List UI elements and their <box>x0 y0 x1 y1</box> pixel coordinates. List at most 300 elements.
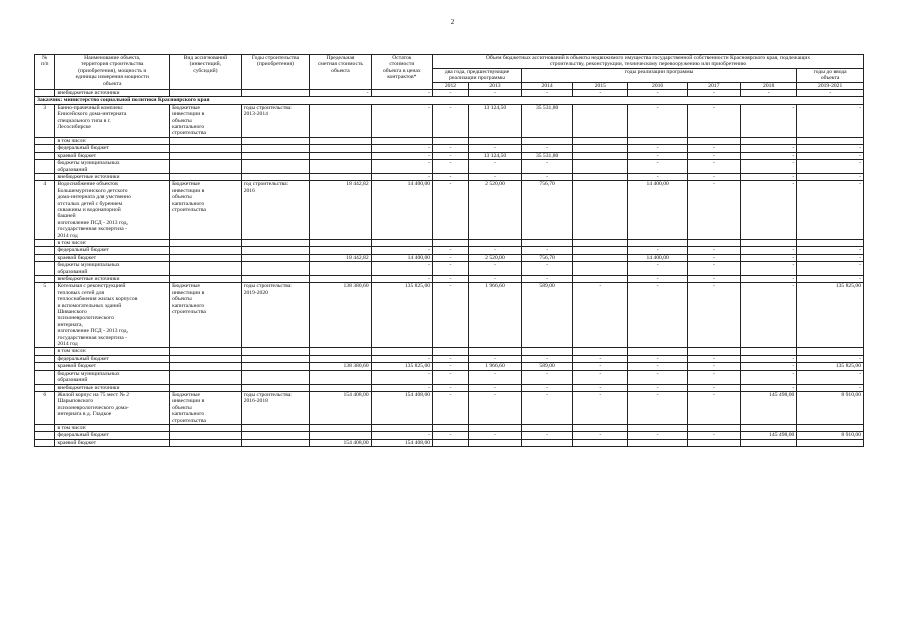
object-name: Жилой корпус на 75 мест № 2 Шарыповского психоневрологического дома- интерната в д. Гладкое <box>55 391 170 424</box>
value-cell: - <box>371 104 432 137</box>
empty-cell <box>35 152 55 159</box>
value-cell: - <box>687 432 740 439</box>
value-cell: 35 531,80 <box>522 104 573 137</box>
value-cell: - <box>433 276 469 283</box>
value-cell <box>310 348 371 355</box>
value-cell: - <box>628 262 687 276</box>
object-name: Банно-прачечный комплекс Енисейского дома-интерната специального типа в г. Лесосибирске <box>55 104 170 137</box>
value-cell <box>522 439 573 446</box>
value-cell: - <box>797 173 864 180</box>
value-cell: 154 408,00 <box>371 391 432 424</box>
header-year: 2015 <box>573 82 628 89</box>
object-row <box>35 391 864 424</box>
empty-cell <box>35 363 55 370</box>
value-cell: - <box>687 391 740 424</box>
value-cell <box>687 439 740 446</box>
empty-cell <box>170 152 242 159</box>
value-cell: - <box>797 247 864 254</box>
value-cell <box>433 348 469 355</box>
value-cell: - <box>573 432 628 439</box>
value-cell: - <box>371 173 432 180</box>
value-cell: - <box>433 173 469 180</box>
value-cell: - <box>741 384 797 391</box>
value-cell: 18 442,82 <box>310 254 371 261</box>
value-cell: - <box>628 152 687 159</box>
empty-cell <box>170 432 242 439</box>
value-cell: 13 124,50 <box>468 104 521 137</box>
value-cell: 14 400,00 <box>628 181 687 240</box>
value-cell: - <box>687 152 740 159</box>
value-cell: - <box>687 363 740 370</box>
value-cell: - <box>371 160 432 174</box>
value-cell: 154 408,00 <box>310 439 371 446</box>
value-cell: - <box>468 370 521 384</box>
value-cell: - <box>628 104 687 137</box>
value-cell <box>310 276 371 283</box>
value-cell: 8 910,00 <box>797 432 864 439</box>
value-cell: - <box>433 355 469 362</box>
empty-cell <box>35 254 55 261</box>
value-cell: - <box>522 370 573 384</box>
value-cell: 13 124,50 <box>468 152 521 159</box>
value-cell: - <box>797 90 864 97</box>
empty-cell <box>241 173 310 180</box>
row-label: в том числе: <box>55 137 170 144</box>
value-cell: - <box>687 90 740 97</box>
empty-cell <box>241 152 310 159</box>
empty-cell <box>241 439 310 446</box>
value-cell <box>741 424 797 431</box>
table-row <box>35 254 864 261</box>
value-cell: - <box>371 262 432 276</box>
value-cell: - <box>687 173 740 180</box>
empty-cell <box>241 239 310 246</box>
value-cell <box>573 181 628 240</box>
value-cell: - <box>741 363 797 370</box>
value-cell: - <box>741 247 797 254</box>
header-cost: Предельная сметная стоимость объекта <box>310 55 371 90</box>
row-label: бюджеты муниципальных образований <box>55 370 170 384</box>
row-label: внебюджетные источники <box>55 173 170 180</box>
value-cell <box>628 348 687 355</box>
row-label: внебюджетные источники <box>55 276 170 283</box>
value-cell: - <box>468 355 521 362</box>
object-name: Котельная с реконструкцией тепловых сетей для теплоснабжения жилых корпусов и вспомогательных зданий Шиванского психоневрологического интерната, изготовление ПСД - 2013 год, государственная экспертиза - 2014 год <box>55 283 170 348</box>
value-cell: 135 825,00 <box>797 283 864 348</box>
header-years: Годы строительства (приобретения) <box>241 55 310 90</box>
value-cell: - <box>522 391 573 424</box>
value-cell: - <box>468 247 521 254</box>
value-cell <box>468 439 521 446</box>
value-cell: - <box>628 90 687 97</box>
object-row <box>35 181 864 240</box>
empty-cell <box>241 355 310 362</box>
value-cell: - <box>371 152 432 159</box>
value-cell: - <box>741 370 797 384</box>
value-cell: - <box>433 160 469 174</box>
value-cell: - <box>687 283 740 348</box>
table-row <box>35 173 864 180</box>
value-cell <box>468 137 521 144</box>
value-cell <box>310 262 371 276</box>
value-cell <box>522 137 573 144</box>
value-cell: - <box>433 370 469 384</box>
value-cell: - <box>741 262 797 276</box>
value-cell: - <box>628 276 687 283</box>
empty-cell <box>35 247 55 254</box>
empty-cell <box>35 384 55 391</box>
value-cell: - <box>687 247 740 254</box>
value-cell <box>628 239 687 246</box>
value-cell <box>687 137 740 144</box>
empty-cell <box>170 145 242 152</box>
table-row <box>35 90 864 97</box>
empty-cell <box>35 276 55 283</box>
value-cell: 135 825,00 <box>797 363 864 370</box>
value-cell <box>522 424 573 431</box>
value-cell: 145 498,00 <box>741 432 797 439</box>
value-cell: - <box>433 363 469 370</box>
value-cell: 138 380,60 <box>310 363 371 370</box>
empty-cell <box>35 348 55 355</box>
value-cell: - <box>797 160 864 174</box>
value-cell: 8 910,00 <box>797 391 864 424</box>
value-cell: 138 380,60 <box>310 283 371 348</box>
header-after: годы до ввода объекта <box>797 68 864 82</box>
value-cell: - <box>522 355 573 362</box>
value-cell: 145 498,00 <box>741 391 797 424</box>
value-cell <box>433 424 469 431</box>
value-cell: - <box>741 276 797 283</box>
value-cell: - <box>522 247 573 254</box>
value-cell: - <box>573 384 628 391</box>
value-cell <box>797 137 864 144</box>
empty-cell <box>170 137 242 144</box>
header-year: 2013 <box>468 82 521 89</box>
value-cell: - <box>797 370 864 384</box>
header-year: 2016 <box>628 82 687 89</box>
value-cell <box>687 348 740 355</box>
value-cell: - <box>797 384 864 391</box>
value-cell: - <box>468 432 521 439</box>
table-row <box>35 439 864 446</box>
value-cell: - <box>433 262 469 276</box>
empty-cell <box>170 262 242 276</box>
value-cell <box>310 239 371 246</box>
empty-cell <box>170 355 242 362</box>
value-cell: - <box>687 370 740 384</box>
empty-cell <box>170 276 242 283</box>
row-label: в том числе: <box>55 239 170 246</box>
value-cell <box>797 439 864 446</box>
value-cell: - <box>433 247 469 254</box>
header-type: Вид ассигнований (инвестиций, субсидий) <box>170 55 242 90</box>
row-label: краевой бюджет <box>55 439 170 446</box>
value-cell <box>628 137 687 144</box>
value-cell <box>310 173 371 180</box>
value-cell <box>310 247 371 254</box>
value-cell: 35 531,80 <box>522 152 573 159</box>
empty-cell <box>241 370 310 384</box>
value-cell: 589,00 <box>522 283 573 348</box>
table-row <box>35 370 864 384</box>
value-cell <box>741 348 797 355</box>
value-cell <box>573 173 628 180</box>
header-pre-years: два года, предшествующие реализации программы <box>433 68 522 82</box>
row-label: внебюджетные источники <box>55 384 170 391</box>
header-year: 2017 <box>687 82 740 89</box>
value-cell: - <box>573 363 628 370</box>
value-cell <box>433 439 469 446</box>
value-cell: - <box>687 254 740 261</box>
empty-cell <box>35 145 55 152</box>
value-cell <box>310 384 371 391</box>
value-cell <box>573 137 628 144</box>
page-number: 2 <box>450 18 455 26</box>
value-cell: - <box>522 145 573 152</box>
value-cell: - <box>628 432 687 439</box>
value-cell: - <box>371 145 432 152</box>
value-cell: - <box>468 145 521 152</box>
section-title: Заказчик: министерство социальной политики Красноярского края <box>35 97 864 104</box>
value-cell: - <box>433 254 469 261</box>
value-cell: - <box>687 384 740 391</box>
row-label: федеральный бюджет <box>55 432 170 439</box>
value-cell: - <box>687 145 740 152</box>
header-year: 2012 <box>433 82 469 89</box>
value-cell: - <box>433 391 469 424</box>
value-cell <box>371 348 432 355</box>
empty-cell <box>170 254 242 261</box>
value-cell: - <box>468 90 521 97</box>
value-cell: - <box>741 254 797 261</box>
value-cell: - <box>741 181 797 240</box>
empty-cell <box>170 173 242 180</box>
value-cell: - <box>573 370 628 384</box>
row-label: внебюджетные источники <box>55 90 170 97</box>
value-cell: - <box>468 384 521 391</box>
empty-cell <box>241 363 310 370</box>
value-cell <box>310 152 371 159</box>
table-row <box>35 160 864 174</box>
value-cell: 154 408,00 <box>371 439 432 446</box>
value-cell <box>797 348 864 355</box>
value-cell: 154 408,00 <box>310 391 371 424</box>
value-cell <box>573 439 628 446</box>
value-cell: 135 825,00 <box>371 283 432 348</box>
empty-cell <box>241 276 310 283</box>
value-cell: - <box>797 262 864 276</box>
row-label: в том числе: <box>55 348 170 355</box>
object-num: 6 <box>35 391 55 424</box>
value-cell <box>433 137 469 144</box>
value-cell <box>522 348 573 355</box>
value-cell <box>371 424 432 431</box>
empty-cell <box>241 160 310 174</box>
value-cell: - <box>741 145 797 152</box>
empty-cell <box>35 160 55 174</box>
row-label: краевой бюджет <box>55 152 170 159</box>
value-cell: - <box>797 276 864 283</box>
table-row <box>35 239 864 246</box>
value-cell: - <box>741 173 797 180</box>
value-cell: - <box>741 152 797 159</box>
empty-cell <box>241 348 310 355</box>
value-cell <box>573 152 628 159</box>
value-cell: 14 400,00 <box>628 254 687 261</box>
empty-cell <box>241 145 310 152</box>
value-cell <box>310 432 371 439</box>
header-year: 2014 <box>522 82 573 89</box>
object-years: годы строительства: 2013-2014 <box>241 104 310 137</box>
row-label: федеральный бюджет <box>55 145 170 152</box>
value-cell: - <box>371 276 432 283</box>
row-label: краевой бюджет <box>55 363 170 370</box>
empty-cell <box>170 160 242 174</box>
header-prog-years: годы реализации программы <box>522 68 797 82</box>
value-cell: - <box>797 145 864 152</box>
value-cell: - <box>468 276 521 283</box>
value-cell <box>468 424 521 431</box>
value-cell: - <box>628 370 687 384</box>
value-cell: - <box>573 283 628 348</box>
row-label: бюджеты муниципальных образований <box>55 160 170 174</box>
row-label: краевой бюджет <box>55 254 170 261</box>
header-year: 2019-2021 <box>797 82 864 89</box>
object-num: 3 <box>35 104 55 137</box>
value-cell: - <box>797 152 864 159</box>
value-cell: - <box>433 384 469 391</box>
value-cell: 2 520,00 <box>468 181 521 240</box>
row-label: федеральный бюджет <box>55 355 170 362</box>
value-cell <box>573 424 628 431</box>
header-year: 2018 <box>741 82 797 89</box>
value-cell <box>573 276 628 283</box>
empty-cell <box>170 239 242 246</box>
value-cell <box>310 424 371 431</box>
value-cell: - <box>433 283 469 348</box>
value-cell: - <box>628 145 687 152</box>
value-cell: - <box>433 104 469 137</box>
value-cell <box>310 370 371 384</box>
value-cell <box>573 254 628 261</box>
value-cell: 2 520,00 <box>468 254 521 261</box>
value-cell: - <box>628 355 687 362</box>
value-cell <box>310 137 371 144</box>
value-cell: 14 400,00 <box>371 254 432 261</box>
value-cell: - <box>687 262 740 276</box>
value-cell: - <box>433 90 469 97</box>
object-type: Бюджетные инвестиции в объекты капитального строительства <box>170 391 242 424</box>
object-years: годы строительства: 2016-2018 <box>241 391 310 424</box>
row-label: бюджеты муниципальных образований <box>55 262 170 276</box>
value-cell: - <box>433 181 469 240</box>
value-cell <box>310 160 371 174</box>
value-cell: - <box>741 90 797 97</box>
object-row <box>35 283 864 348</box>
value-cell <box>371 239 432 246</box>
empty-cell <box>170 247 242 254</box>
value-cell: - <box>573 355 628 362</box>
value-cell: - <box>522 173 573 180</box>
empty-cell <box>35 137 55 144</box>
header-name: Наименование объекта, территория строительства (приобретения), мощность и единицы измерения мощности объекта <box>55 55 170 90</box>
empty-cell <box>35 262 55 276</box>
empty-cell <box>35 432 55 439</box>
value-cell: - <box>522 160 573 174</box>
table-row <box>35 145 864 152</box>
value-cell <box>310 145 371 152</box>
row-label: федеральный бюджет <box>55 247 170 254</box>
header-volume: Объем бюджетных ассигнований в объекты недвижимого имущества государственной собственности Красноярского края, подлежащих строительству, реконструкции, техническому перевооружению или приобретению <box>433 55 864 69</box>
value-cell: - <box>687 355 740 362</box>
value-cell: - <box>468 173 521 180</box>
value-cell: - <box>522 432 573 439</box>
value-cell: - <box>433 152 469 159</box>
empty-cell <box>35 355 55 362</box>
value-cell: - <box>628 384 687 391</box>
value-cell: - <box>371 432 432 439</box>
value-cell <box>573 247 628 254</box>
empty-cell <box>241 262 310 276</box>
empty-cell <box>35 439 55 446</box>
value-cell: - <box>628 247 687 254</box>
value-cell: - <box>433 432 469 439</box>
table-row <box>35 424 864 431</box>
empty-cell <box>35 239 55 246</box>
value-cell: - <box>628 160 687 174</box>
value-cell: - <box>797 181 864 240</box>
value-cell <box>522 239 573 246</box>
value-cell: - <box>797 104 864 137</box>
value-cell <box>433 239 469 246</box>
value-cell: - <box>468 391 521 424</box>
value-cell: - <box>522 262 573 276</box>
value-cell <box>741 137 797 144</box>
value-cell: - <box>433 145 469 152</box>
value-cell: - <box>628 283 687 348</box>
value-cell: - <box>687 276 740 283</box>
value-cell <box>371 137 432 144</box>
value-cell: 18 442,82 <box>310 181 371 240</box>
value-cell: - <box>371 370 432 384</box>
object-row <box>35 104 864 137</box>
budget-table <box>34 54 864 447</box>
value-cell <box>468 348 521 355</box>
value-cell: - <box>371 384 432 391</box>
empty-cell <box>170 363 242 370</box>
value-cell: - <box>628 173 687 180</box>
object-type: Бюджетные инвестиции в объекты капитального строительства <box>170 104 242 137</box>
empty-cell <box>241 432 310 439</box>
object-name: Водоснабжение объектов Большемуртинского детского дома-интерната для умственно отсталых детей с бурением скважины и водонапорной башней изготовление ПСД - 2013 год, государственная экспертиза - 2014 год <box>55 181 170 240</box>
empty-cell <box>241 254 310 261</box>
section-row <box>35 97 864 104</box>
value-cell: - <box>687 104 740 137</box>
value-cell: - <box>687 181 740 240</box>
value-cell: - <box>741 283 797 348</box>
value-cell <box>628 424 687 431</box>
value-cell <box>573 239 628 246</box>
value-cell: 1 966,60 <box>468 363 521 370</box>
value-cell: - <box>468 262 521 276</box>
empty-cell <box>241 384 310 391</box>
value-cell <box>741 239 797 246</box>
table-row <box>35 152 864 159</box>
value-cell: - <box>310 90 371 97</box>
object-num: 5 <box>35 283 55 348</box>
value-cell: - <box>522 384 573 391</box>
